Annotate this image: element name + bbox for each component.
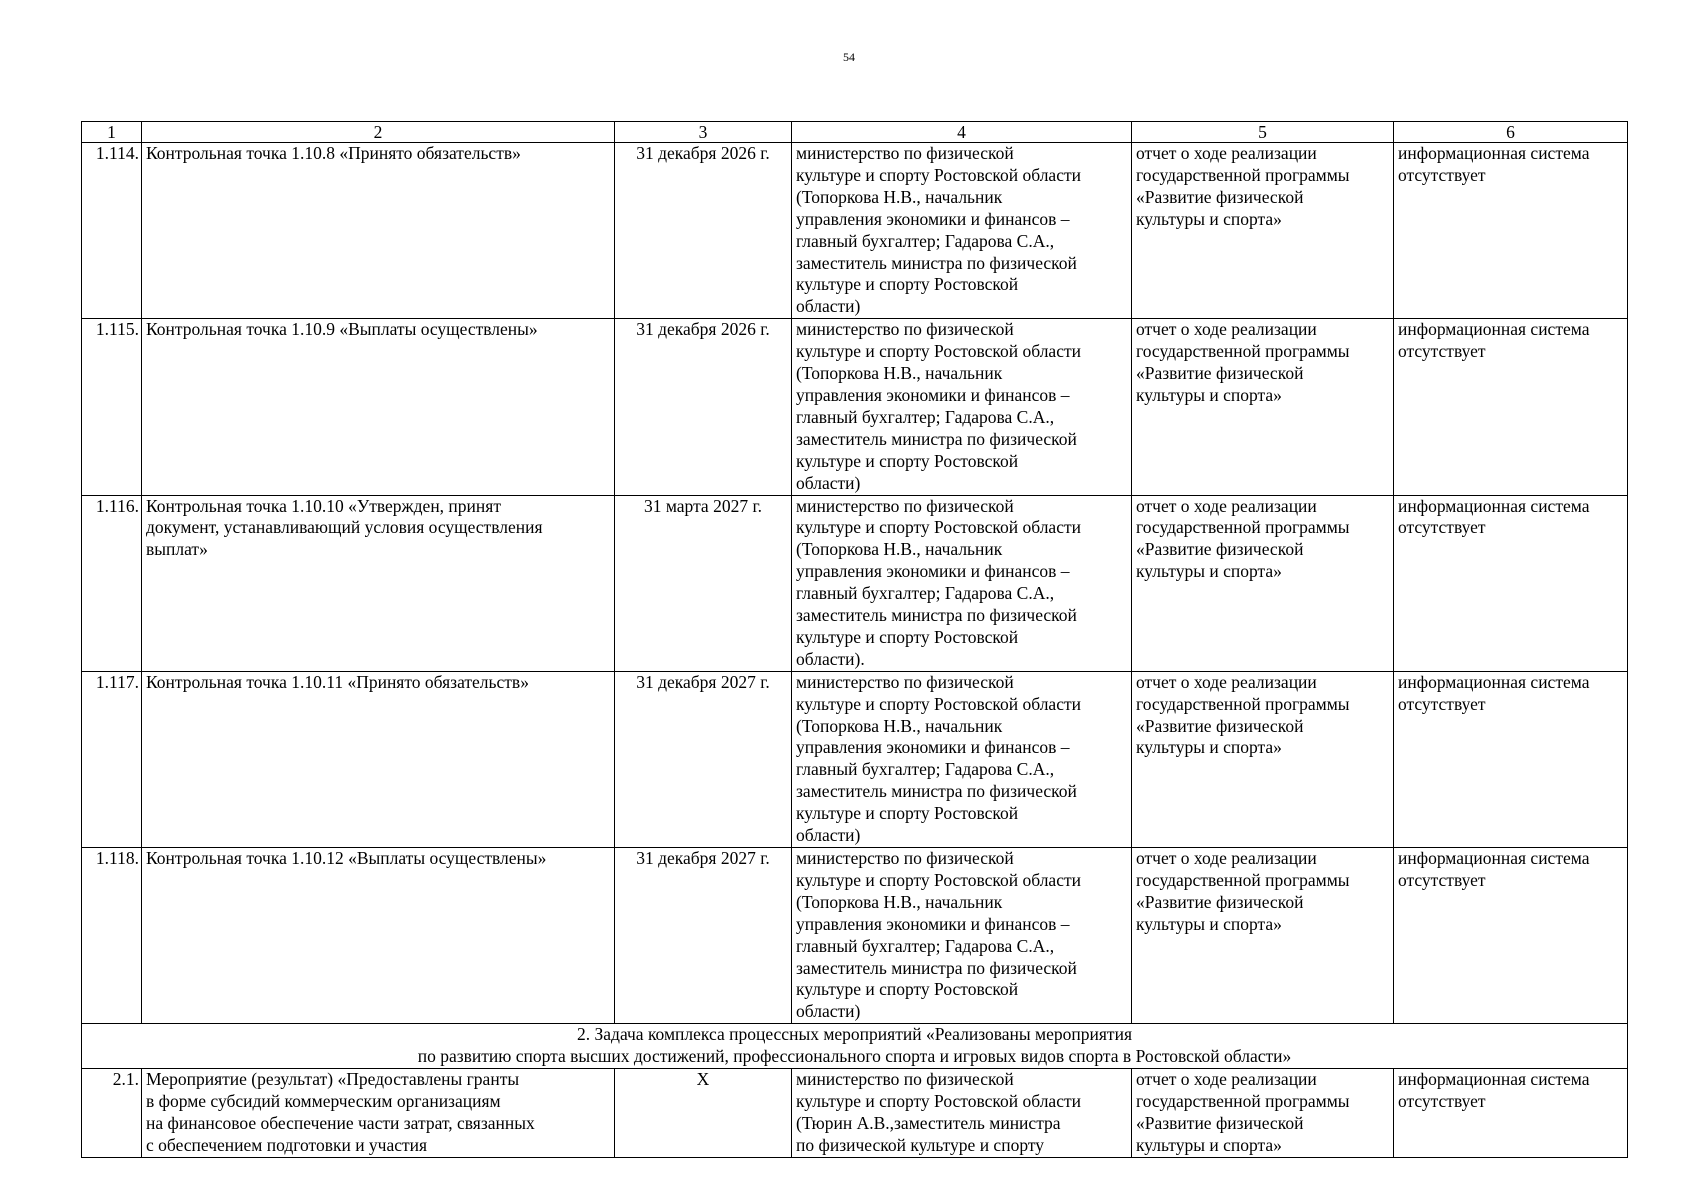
row-system: информационная система отсутствует [1394, 319, 1628, 495]
row-name: Контрольная точка 1.10.12 «Выплаты осуществлены» [142, 848, 615, 1024]
column-number: 2 [142, 122, 615, 143]
section-header-row [82, 1024, 1628, 1069]
row-document: отчет о ходе реализации государственной программы «Развитие физической культуры и спорта» [1132, 1069, 1394, 1158]
row-document: отчет о ходе реализации государственной программы «Развитие физической культуры и спорта» [1132, 671, 1394, 847]
column-number: 5 [1132, 122, 1394, 143]
row-system: информационная система отсутствует [1394, 143, 1628, 319]
section-title-line-2: по развитию спорта высших достижений, профессионального спорта и игровых видов спорта в Ростовской области» [417, 1046, 1292, 1067]
column-number: 4 [792, 122, 1132, 143]
table-row [82, 143, 1628, 319]
row-date: Х [615, 1069, 792, 1158]
column-number: 3 [615, 122, 792, 143]
row-responsible: министерство по физической культуре и спорту Ростовской области (Тюрин А.В.,заместитель министра по физической культуре и спорту [792, 1069, 1132, 1158]
table-row [82, 319, 1628, 495]
row-name: Мероприятие (результат) «Предоставлены гранты в форме субсидий коммерческим организациям на финансовое обеспечение части затрат, связанных с обеспечением подготовки и участия [142, 1069, 615, 1158]
row-date: 31 декабря 2026 г. [615, 319, 792, 495]
row-system: информационная система отсутствует [1394, 495, 1628, 671]
row-responsible: министерство по физической культуре и спорту Ростовской области (Топоркова Н.В., начальник управления экономики и финансов – главный бухгалтер; Гадарова С.А., заместитель министра по физической культуре и спорту Ростовской области). [792, 495, 1132, 671]
row-system: информационная система отсутствует [1394, 1069, 1628, 1158]
section-title [82, 1024, 1628, 1069]
row-document: отчет о ходе реализации государственной программы «Развитие физической культуры и спорта» [1132, 319, 1394, 495]
row-name: Контрольная точка 1.10.8 «Принято обязательств» [142, 143, 615, 319]
row-number: 1.117. [82, 671, 142, 847]
row-number: 1.114. [82, 143, 142, 319]
row-document: отчет о ходе реализации государственной программы «Развитие физической культуры и спорта» [1132, 495, 1394, 671]
table-row [82, 495, 1628, 671]
column-number: 1 [82, 122, 142, 143]
row-responsible: министерство по физической культуре и спорту Ростовской области (Топоркова Н.В., начальник управления экономики и финансов – главный бухгалтер; Гадарова С.А., заместитель министра по физической культуре и спорту Ростовской области) [792, 319, 1132, 495]
table-row [82, 671, 1628, 847]
row-system: информационная система отсутствует [1394, 671, 1628, 847]
table-row [82, 1069, 1628, 1158]
column-number: 6 [1394, 122, 1628, 143]
row-name: Контрольная точка 1.10.11 «Принято обязательств» [142, 671, 615, 847]
row-document: отчет о ходе реализации государственной программы «Развитие физической культуры и спорта» [1132, 848, 1394, 1024]
row-responsible: министерство по физической культуре и спорту Ростовской области (Топоркова Н.В., начальник управления экономики и финансов – главный бухгалтер; Гадарова С.А., заместитель министра по физической культуре и спорту Ростовской области) [792, 143, 1132, 319]
row-system: информационная система отсутствует [1394, 848, 1628, 1024]
page-number: 54 [843, 50, 855, 64]
row-responsible: министерство по физической культуре и спорту Ростовской области (Топоркова Н.В., начальник управления экономики и финансов – главный бухгалтер; Гадарова С.А., заместитель министра по физической культуре и спорту Ростовской области) [792, 848, 1132, 1024]
row-number: 1.115. [82, 319, 142, 495]
row-date: 31 декабря 2027 г. [615, 848, 792, 1024]
row-number: 2.1. [82, 1069, 142, 1158]
table-row [82, 848, 1628, 1024]
control-points-table [81, 121, 1628, 1158]
row-date: 31 декабря 2026 г. [615, 143, 792, 319]
row-responsible: министерство по физической культуре и спорту Ростовской области (Топоркова Н.В., начальник управления экономики и финансов – главный бухгалтер; Гадарова С.А., заместитель министра по физической культуре и спорту Ростовской области) [792, 671, 1132, 847]
row-name: Контрольная точка 1.10.9 «Выплаты осуществлены» [142, 319, 615, 495]
row-number: 1.118. [82, 848, 142, 1024]
row-date: 31 декабря 2027 г. [615, 671, 792, 847]
row-number: 1.116. [82, 495, 142, 671]
row-date: 31 марта 2027 г. [615, 495, 792, 671]
section-title-line-1: 2. Задача комплекса процессных мероприятий «Реализованы мероприятия [577, 1024, 1132, 1045]
column-number-row [82, 122, 1628, 143]
row-document: отчет о ходе реализации государственной программы «Развитие физической культуры и спорта» [1132, 143, 1394, 319]
row-name: Контрольная точка 1.10.10 «Утвержден, принят документ, устанавливающий условия осуществления выплат» [142, 495, 615, 671]
